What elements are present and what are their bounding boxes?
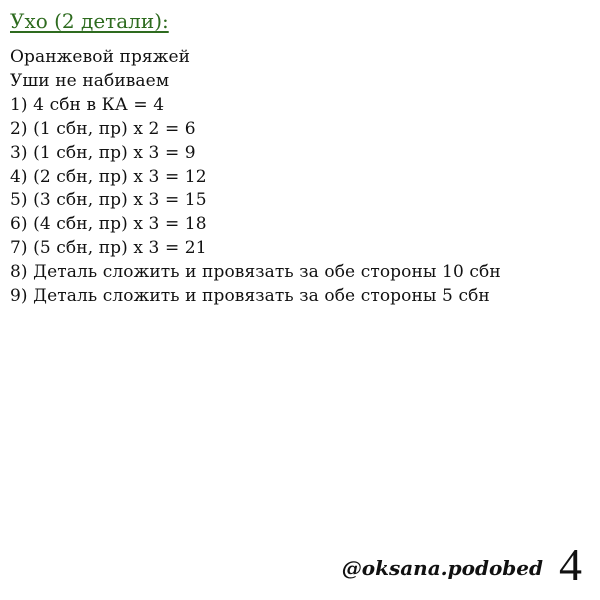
page-number: 4 — [559, 539, 582, 590]
instruction-line: Оранжевой пряжей — [10, 47, 191, 67]
instruction-line: 6) (4 сбн, пр) х 3 = 18 — [10, 214, 207, 235]
instruction-line: Уши не набиваем — [10, 70, 170, 91]
instruction-line: 5) (3 сбн, пр) х 3 = 15 — [10, 190, 207, 211]
page-footer — [341, 539, 582, 590]
instruction-line: 2) (1 сбн, пр) х 2 = 6 — [10, 118, 196, 139]
instruction-line: 7) (5 сбн, пр) х 3 = 21 — [10, 238, 207, 259]
instruction-line: 1) 4 сбн в КА = 4 — [10, 94, 165, 115]
instruction-line: 9) Деталь сложить и провязать за обе стороны 5 сбн — [10, 286, 490, 307]
author-handle: @oksana.podobed — [341, 556, 543, 580]
instruction-line: 3) (1 сбн, пр) х 3 = 9 — [10, 142, 196, 163]
instruction-list — [10, 46, 501, 309]
instruction-line: 4) (2 сбн, пр) х 3 = 12 — [10, 166, 207, 187]
section-heading: Ухо (2 детали): — [10, 9, 169, 33]
instruction-line: 8) Деталь сложить и провязать за обе стороны 10 сбн — [10, 262, 501, 283]
